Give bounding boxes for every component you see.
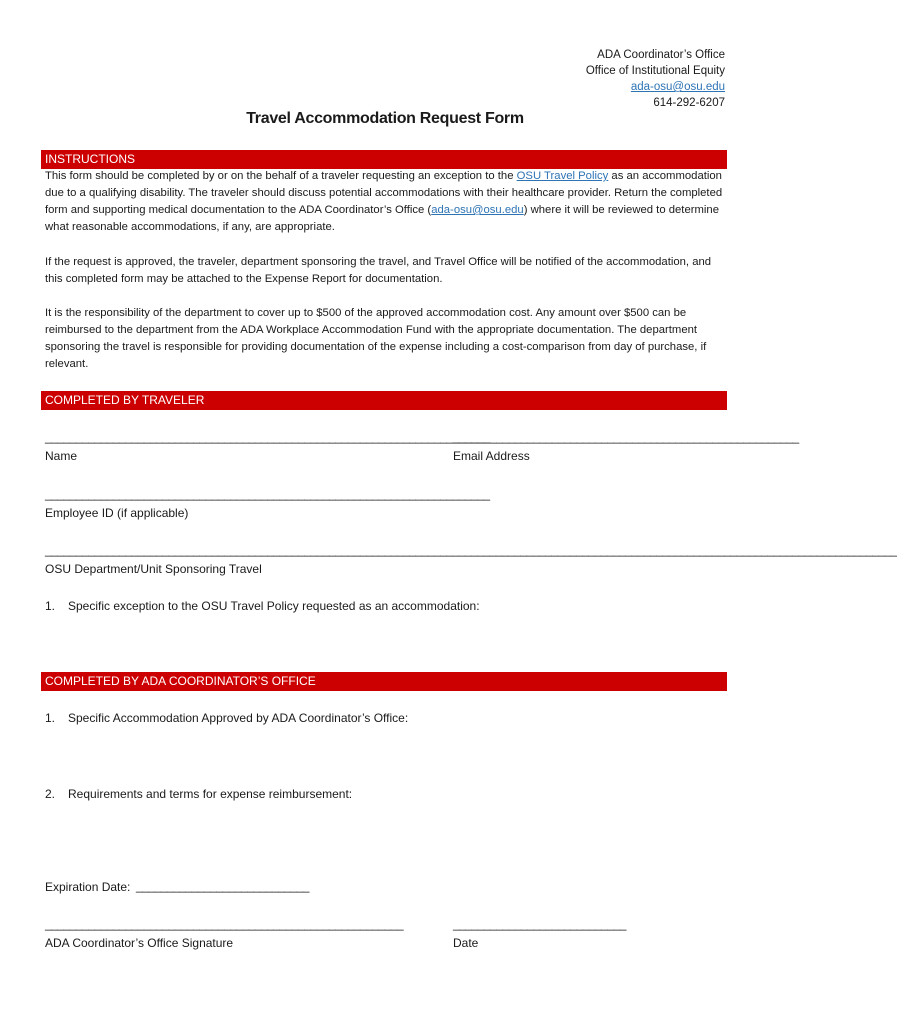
date-field-line[interactable]: ____________________________ <box>453 917 626 931</box>
email-field-line[interactable]: ________________________________________________________ <box>453 430 799 444</box>
instructions-paragraph-3: It is the responsibility of the department to cover up to $500 of the approved accommodation cost. Any amount over $500 can be reimbursed to the department from the ADA Workplace Accommodation Fund with the appropriate documentation. The department sponsoring the travel is responsible for providing documentation of the expense including a cost-comparison from day of purchase, if relevant. <box>45 307 707 370</box>
section-header-ada-coordinator: COMPLETED BY ADA COORDINATOR’S OFFICE <box>41 672 727 691</box>
contact-phone: 614-292-6207 <box>653 97 725 109</box>
signature-field-line[interactable]: __________________________________________________________ <box>45 917 404 931</box>
section-header-instructions: INSTRUCTIONS <box>41 150 727 169</box>
email-label: Email Address <box>453 449 530 463</box>
signature-label: ADA Coordinator’s Office Signature <box>45 936 234 950</box>
ada-email-link[interactable]: ada-osu@osu.edu <box>431 204 524 216</box>
ada-question-1: 1. Specific Accommodation Approved by ADA Coordinator’s Office: <box>45 711 409 725</box>
contact-block <box>586 47 725 111</box>
employee-id-label: Employee ID (if applicable) <box>45 506 189 520</box>
travel-policy-link[interactable]: OSU Travel Policy <box>516 170 609 182</box>
form-title: Travel Accommodation Request Form <box>246 110 524 127</box>
department-field-line[interactable]: __________________________________________________________________________________________________________________________________________ <box>45 543 897 557</box>
expiration-date-line[interactable]: ____________________________ <box>136 879 309 893</box>
instructions-paragraph-2: If the request is approved, the traveler, department sponsoring the travel, and Travel Office will be notified of the accommodation, and this completed form may be attached to the Expense Report for documentation. <box>45 256 712 285</box>
date-label: Date <box>453 936 479 950</box>
department-label: OSU Department/Unit Sponsoring Travel <box>45 562 262 576</box>
contact-department: Office of Institutional Equity <box>585 65 725 77</box>
contact-office: ADA Coordinator’s Office <box>597 49 725 61</box>
section-header-traveler: COMPLETED BY TRAVELER <box>41 391 727 410</box>
ada-question-2: 2. Requirements and terms for expense reimbursement: <box>45 787 353 801</box>
expiration-date-label: Expiration Date: <box>45 880 131 894</box>
contact-email-link[interactable]: ada-osu@osu.edu <box>630 81 725 93</box>
traveler-question-1: 1. Specific exception to the OSU Travel Policy requested as an accommodation: <box>45 599 480 613</box>
name-label: Name <box>45 449 78 463</box>
instructions-paragraph-1: This form should be completed by or on the behalf of a traveler requesting an exception to the OSU Travel Policy as an accommodation due to a qualifying disability. The traveler should discuss potential accommodations with their healthcare provider. Return the completed form and supporting medical documentation to the ADA Coordinator’s Office (ada-osu@osu.edu) where it will be reviewed to determine what reasonable accommodations, if any, are appropriate. <box>45 170 723 233</box>
employee-id-field-line[interactable]: ________________________________________________________________________ <box>45 487 490 501</box>
name-field-line[interactable]: ________________________________________________________________________ <box>45 430 490 444</box>
